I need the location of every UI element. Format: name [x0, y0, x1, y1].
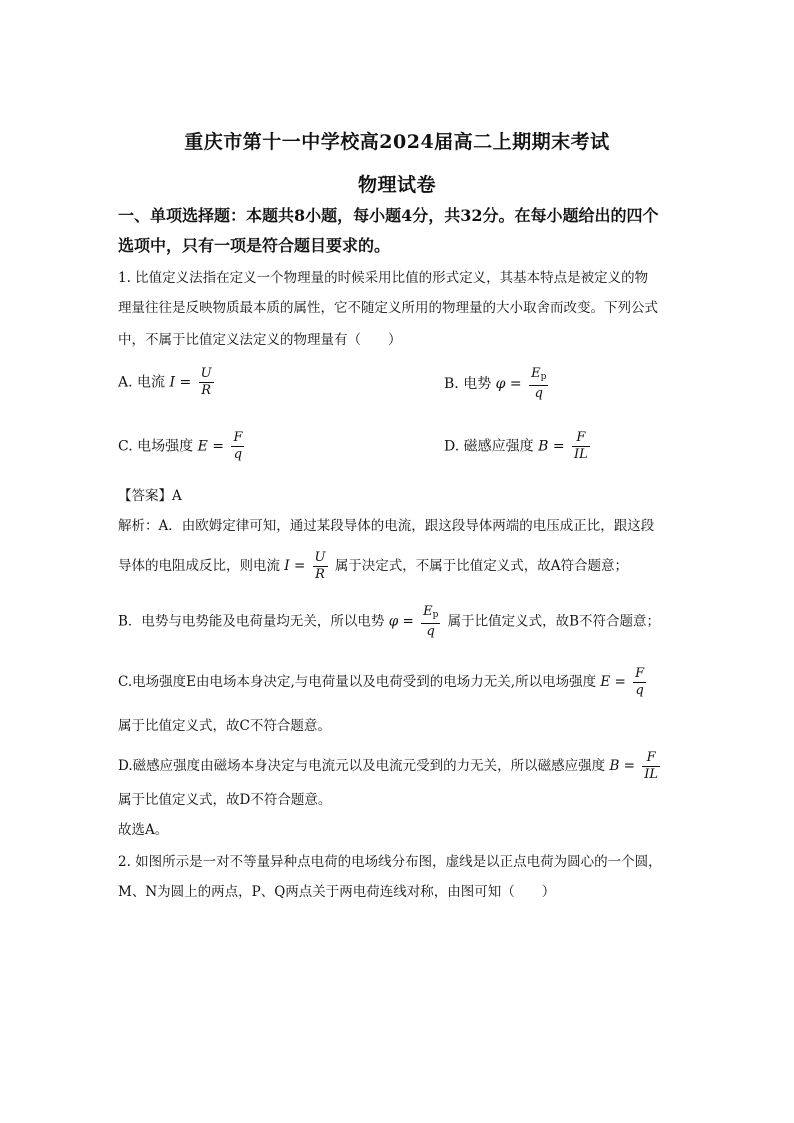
analysis-text: 属于比值定义式，故B不符合题意； — [447, 613, 661, 630]
fraction-denominator: R — [201, 383, 212, 398]
q1-option-d — [444, 430, 593, 463]
fraction-numerator: U — [200, 366, 212, 381]
analysis-line6 — [118, 750, 678, 783]
formula-var: E — [197, 438, 208, 455]
analysis-line8: 故选A。 — [118, 822, 169, 838]
fraction-denominator: IL — [644, 767, 659, 782]
fraction-denominator: R — [315, 567, 325, 582]
analysis-line1: 解析：A．由欧姆定律可知，通过某段导体的电流，跟这段导体两端的电压成正比，跟这段 — [118, 518, 655, 534]
exam-title: 重庆市第十一中学校高2024届高二上期期末考试 — [184, 131, 610, 153]
fraction-f-over-q — [633, 666, 646, 699]
fraction-denominator: q — [635, 683, 644, 698]
analysis-line7: 属于比值定义式，故D不符合题意。 — [118, 792, 332, 808]
analysis-text: 导体的电阻成反比，则电流 — [118, 558, 280, 574]
fraction-numerator — [421, 604, 440, 624]
q1-stem-line1: 1. 比值定义法指在定义一个物理量的时候采用比值的形式定义，其基本特点是被定义的物 — [118, 270, 649, 286]
formula-var: φ — [495, 376, 506, 392]
analysis-line4 — [118, 666, 678, 699]
section-heading-line1: 一、单项选择题：本题共8小题，每小题4分，共32分。在每小题给出的四个 — [118, 206, 659, 225]
formula-eq: = — [293, 558, 306, 574]
formula-eq: = — [402, 613, 414, 630]
analysis-line3 — [118, 604, 678, 640]
fraction-denominator: q — [233, 447, 243, 462]
ep-subscript: p — [540, 372, 547, 382]
fraction-f-over-il — [642, 750, 660, 783]
q1-stem-line3: 中，不属于比值定义法定义的物理量有（ ） — [118, 332, 402, 348]
fraction-denominator: q — [426, 624, 435, 639]
formula-var: φ — [388, 613, 399, 630]
q1-option-b — [444, 366, 551, 402]
ep-symbol: E — [531, 366, 541, 381]
formula-var: B — [609, 758, 620, 774]
option-a-label: A. 电流 — [118, 374, 166, 391]
section-heading-line2: 选项中，只有一项是符合题目要求的。 — [118, 236, 391, 255]
fraction-ep-over-q — [529, 366, 548, 402]
formula-eq: = — [509, 376, 522, 392]
formula-eq: = — [179, 374, 192, 391]
q1-option-a — [118, 366, 217, 399]
fraction-f-over-q — [231, 430, 244, 463]
option-d-label: D. 磁感应强度 — [444, 438, 534, 455]
analysis-text: D.磁感应强度由磁场本身决定与电流元以及电流元受到的力无关，所以磁感应强度 — [118, 758, 606, 774]
analysis-line2 — [118, 550, 678, 583]
fraction-numerator: F — [572, 430, 590, 447]
fraction-numerator — [529, 366, 548, 386]
analysis-text: B．电势与电势能及电荷量均无关，所以电势 — [118, 613, 385, 630]
formula-eq: = — [614, 674, 626, 690]
fraction-numerator: F — [635, 666, 645, 681]
q1-stem-line2: 理量往往是反映物质最本质的属性，它不随定义所用的物理量的大小取舍而改变。下列公式 — [118, 300, 658, 316]
formula-eq: = — [623, 758, 635, 774]
q2-stem-line2: M、N为圆上的两点，P、Q两点关于两电荷连线对称，由图可知（ ） — [118, 884, 556, 900]
analysis-line5: 属于比值定义式，故C不符合题意。 — [118, 718, 331, 734]
fraction-u-over-r — [313, 550, 328, 583]
fraction-denominator: IL — [574, 447, 588, 462]
formula-var: I — [284, 558, 290, 574]
exam-subtitle: 物理试卷 — [357, 174, 436, 196]
ep-subscript: p — [432, 610, 439, 620]
option-b-label: B. 电势 — [444, 376, 492, 392]
fraction-numerator: U — [314, 550, 326, 565]
formula-var: E — [600, 674, 611, 690]
option-c-label: C. 电场强度 — [118, 438, 194, 455]
q1-option-c — [118, 430, 247, 463]
formula-var: I — [169, 374, 175, 391]
fraction-ep-over-q — [421, 604, 440, 640]
analysis-text: 属于决定式，不属于比值定义式，故A符合题意； — [334, 558, 629, 574]
fraction-denominator: q — [534, 386, 543, 401]
q2-stem-line1: 2. 如图所示是一对不等量异种点电荷的电场线分布图，虚线是以正点电荷为圆心的一个圆， — [118, 854, 662, 870]
fraction-numerator: F — [233, 430, 243, 445]
formula-eq: = — [552, 438, 565, 455]
fraction-f-over-il — [572, 430, 590, 463]
formula-var: B — [538, 438, 549, 455]
answer-label: 【答案】A — [118, 488, 182, 504]
fraction-numerator: F — [642, 750, 660, 767]
analysis-text: C.电场强度E由电场本身决定,与电荷量以及电荷受到的电场力无关,所以电场强度 — [118, 674, 597, 690]
fraction-u-over-r — [199, 366, 214, 399]
formula-eq: = — [212, 438, 224, 455]
ep-symbol: E — [423, 604, 433, 619]
